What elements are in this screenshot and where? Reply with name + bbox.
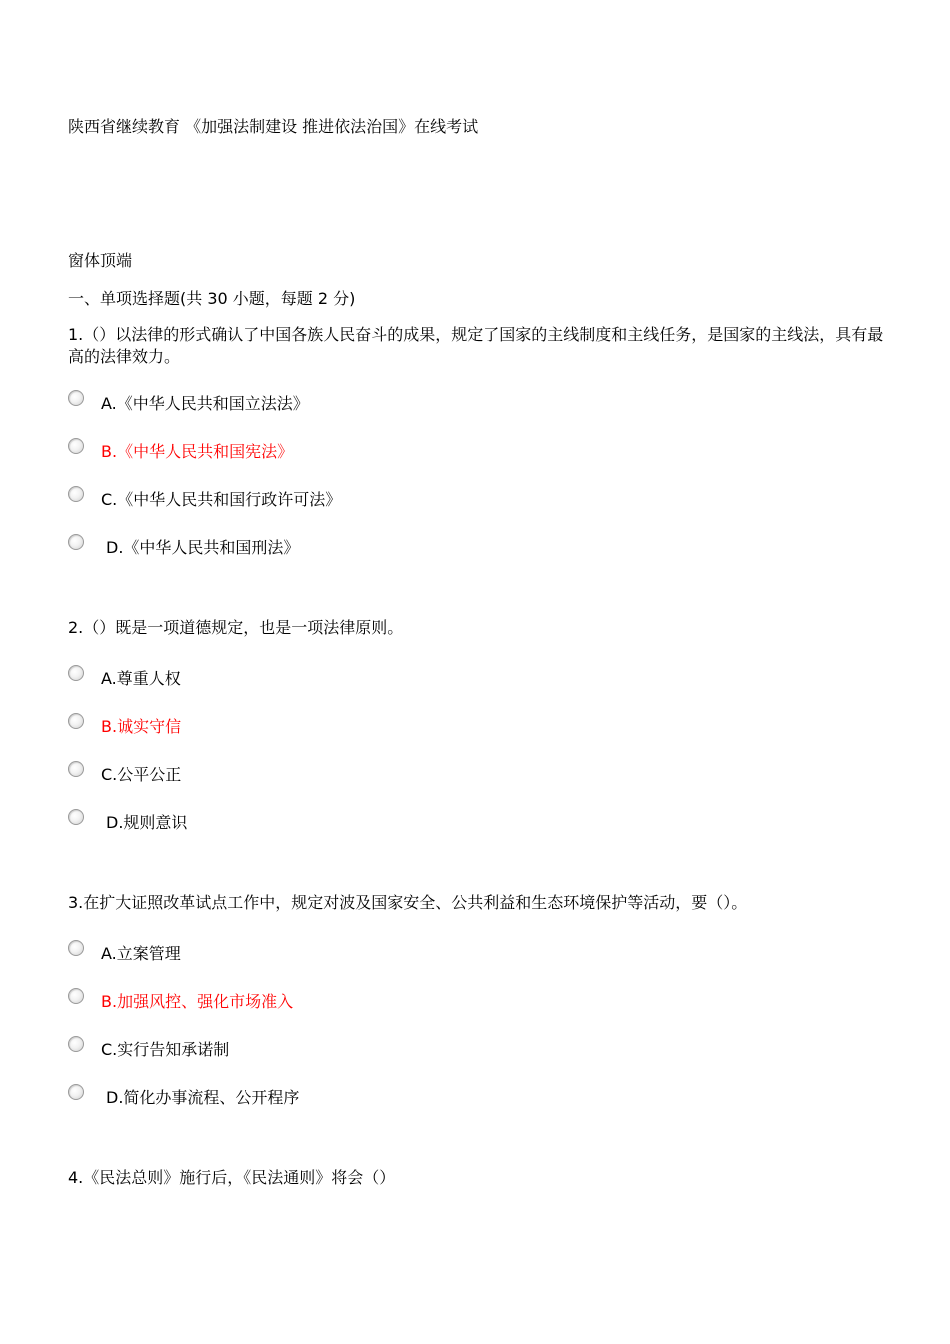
radio-button-icon[interactable] xyxy=(68,486,84,502)
section-header: 一、单项选择题(共 30 小题，每题 2 分) xyxy=(68,289,356,308)
radio-button-icon[interactable] xyxy=(68,940,84,956)
document-title: 陕西省继续教育 《加强法制建设 推进依法治国》在线考试 xyxy=(68,117,479,136)
option-label: D.《中华人民共和国刑法》 xyxy=(106,538,300,557)
radio-button-icon[interactable] xyxy=(68,988,84,1004)
option-label: C.公平公正 xyxy=(101,765,182,784)
question-1-text: 1.（）以法律的形式确认了中国各族人民奋斗的成果，规定了国家的主线制度和主线任务，是国家的主线法，具有最高的法律效力。 xyxy=(68,325,884,366)
radio-button-icon[interactable] xyxy=(68,1036,84,1052)
question-1-option-a[interactable] xyxy=(68,392,309,416)
option-label-correct: B.诚实守信 xyxy=(101,717,182,736)
option-label-correct: B.《中华人民共和国宪法》 xyxy=(101,442,294,461)
radio-button-icon[interactable] xyxy=(68,390,84,406)
radio-button-icon[interactable] xyxy=(68,1084,84,1100)
radio-button-icon[interactable] xyxy=(68,761,84,777)
radio-button-icon[interactable] xyxy=(68,713,84,729)
form-top-label: 窗体顶端 xyxy=(68,251,133,270)
option-label: A.尊重人权 xyxy=(101,669,181,688)
radio-button-icon[interactable] xyxy=(68,665,84,681)
question-3-option-b[interactable] xyxy=(68,990,293,1014)
question-4-text: 4.《民法总则》施行后，《民法通则》将会（） xyxy=(68,1168,396,1187)
question-2-text: 2.（）既是一项道德规定，也是一项法律原则。 xyxy=(68,618,404,637)
question-3-option-d[interactable] xyxy=(68,1086,299,1110)
question-2-option-a[interactable] xyxy=(68,667,181,691)
radio-button-icon[interactable] xyxy=(68,534,84,550)
question-1-option-b[interactable] xyxy=(68,440,293,464)
question-3-option-a[interactable] xyxy=(68,942,181,966)
question-2-option-d[interactable] xyxy=(68,811,187,835)
option-label: A.立案管理 xyxy=(101,944,181,963)
question-1-option-c[interactable] xyxy=(68,488,341,512)
option-label: A.《中华人民共和国立法法》 xyxy=(101,394,309,413)
radio-button-icon[interactable] xyxy=(68,809,84,825)
question-2-option-b[interactable] xyxy=(68,715,181,739)
radio-button-icon[interactable] xyxy=(68,438,84,454)
option-label: C.《中华人民共和国行政许可法》 xyxy=(101,490,342,509)
option-label: C.实行告知承诺制 xyxy=(101,1040,230,1059)
option-label: D.简化办事流程、公开程序 xyxy=(106,1088,300,1107)
question-3-option-c[interactable] xyxy=(68,1038,229,1062)
option-label-correct: B.加强风控、强化市场准入 xyxy=(101,992,294,1011)
option-label: D.规则意识 xyxy=(106,813,188,832)
question-3-text: 3.在扩大证照改革试点工作中，规定对波及国家安全、公共利益和生态环境保护等活动，要（）。 xyxy=(68,893,748,912)
question-1-option-d[interactable] xyxy=(68,536,299,560)
question-2-option-c[interactable] xyxy=(68,763,181,787)
